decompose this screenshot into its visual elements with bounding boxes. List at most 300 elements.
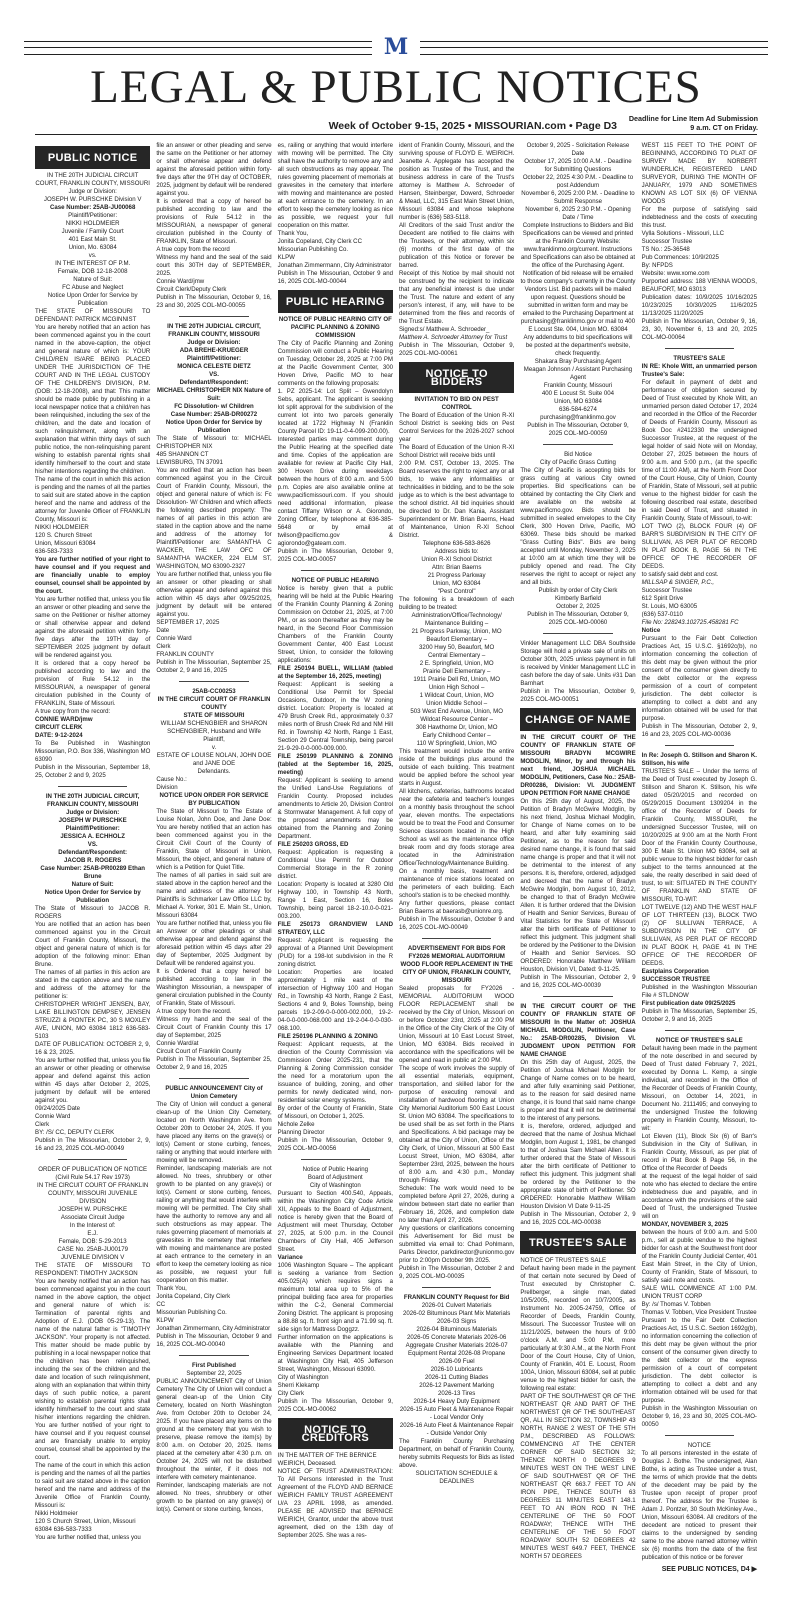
notice-bold-paragraph: SUCCESSOR TRUSTEE [641,976,711,983]
notice-line: By: /s/ Thomas V. Tobben [641,1301,711,1308]
notice-line: By: NFPDS [641,262,673,269]
notice-line: 503 West End Avenue, Union, MO [410,708,503,715]
notice-italic-line: Matthew A. Schroeder Attorney for Trust [398,334,508,341]
notice-paragraph: Publish in The Missourian, September 25, October 2, 9 and 16, 2025 [156,1056,272,1071]
notice-line: Planning Director [277,1129,325,1136]
notice-paragraph: between the hours of 9:00 a.m. and 5:00 p.m., sell at public vendue to the highest bidder for cash at the Southwest front door of the Franklin County Judicial Center, 401 East Main Street, in the City of Union, County of Franklin, State of Missouri, to satisfy said note and costs. [641,1229,757,1284]
notice-paragraph: Publish in The Missourian, October 9, 2025 COL-MO-00062 [277,1398,393,1413]
notice-line: 3200 Hwy 50, Beaufort, MO [419,644,495,651]
notice-line: Division [156,784,178,791]
notice-paragraph: Any further questions, please contact Brian Baerns at baerasb@unionre.org. [398,900,515,915]
notice-bold-paragraph: CONNIE WARD/jmw [35,716,93,723]
notice-paragraph: On this 25th day of August, 2025, the Petition of Joshua Michael Modglin for Change of Name comes on to be heard, and after fully examining said Petitioner, as to the reason for said desired name change, it is found that said name change is proper and that it will not be detrimental to the interest of any persons. [520,1059,636,1122]
notice-paragraph: You are further notified that, unless you file an answer or other pleading and serve the same on the Petitioner or his/her attorney or shall otherwise appear and defend against the aforesaid petition within forty-five days after the 19TH day of SEPTEMBER 2025 judgment by default will be rendered against you. [35,596,151,659]
notice-divider [58,1159,127,1160]
notice-line: Bid Notice [564,451,592,458]
notice-divider [665,348,734,349]
notice-paragraph: You are further notified that, unless you file an Answer or other pleadings or shall otherwise appear and defend against the aforesaid petition within 45 days after 29 day of September, 2025 Judgment by Default will be rendered against you. [156,920,272,967]
notice-line: Address bids to: [434,548,479,555]
notice-line: 2026-09 Fuel [438,1358,475,1365]
notice-heading: TRUSTEE'S SALE [673,355,726,362]
notice-divider [543,633,612,634]
notice-line: Complete Instructions to Bidders and Bid Specifications can be viewed and printed at the Franklin County Website: www.franklinmo.org/current. Instructions and Specifications can also be obtained at the office of the Purchasing Agent. Notification of bid release will be emailed to those company's currently in the County Vendors List. Bid packets will be mailed upon request. Questions should be submitted in written form and may be emailed to the Purchasing Department at purchasing@franklinmo.gov or mail to 400 E Locust Ste. 004, Union MO. 63084 [520,222,636,333]
notice-line: Jonita Copeland, City Clerk CC [277,238,362,245]
notice-line: Nichole Zelke [277,1121,315,1128]
notice-line: 2026-12 Pavement Marking [419,1382,495,1389]
notice-line: Clerk [35,1121,50,1128]
notice-line: Pub Commences: 10/9/2025 [641,254,719,261]
notice-line: SOLICITATION SCHEDULE & DEADLINES [415,1470,498,1485]
notice-paragraph: Any questions or clarifications concerning this Advertisement for Bid must be submitted via email to: Chad Pohlmann, Parks Director, parkdirector@unionmo.gov prior to 2:00pm October 9th 2025. [398,1225,515,1264]
notice-line: (636) 537-0110 [641,611,683,618]
notice-line: City of Pacific Grass Cutting [540,459,616,466]
notice-line: Plaintiff, [203,736,225,743]
notice-paragraph: ident of Franklin County, Missouri, and the surviving spouse of FLOYD E. WEIRICH. Jeanette A. Applegate has accepted the position as Trustee of the Trust, and the business address in care of the Trust's attorney is Matthew A. Schroeder of Hansen, Steinberger, Dowerd, Schroeder & Mead, LLC, 315 East Main Street Union, Missouri 63084 and whose telephone number is (636) 583-5118. [398,142,515,221]
notice-line: Union R-XI School District [421,556,492,563]
notice-line: Judge or Division: [68,188,117,195]
notice-line: IN THE INTEREST OF P.M. [55,260,131,267]
notice-line: Thomas V. Tobben, Vice President Trustee [641,1309,757,1316]
notice-line: A true copy from the record: [35,708,111,715]
notice-bold-paragraph: Notice [641,627,661,634]
notice-paragraph: All Creditors of the said Trust and/or the Decedent are notified to file claims with the Trustees, or their attorney, within six (6) months of the first date of the publication of this Notice or forever be barred. [398,222,515,269]
notice-heading: Defendant/Respondent: [179,379,249,386]
notice-line: Thank You, [156,1285,187,1292]
notice-line: 485 SHANNON CT [156,451,209,458]
notice-line: CASE No. 25AB-JU00179 [57,1246,129,1253]
notice-line: Telephone 636-583-8626 [422,540,491,547]
notice-line: St. Louis, MO 63005 [641,603,698,610]
notice-bold-paragraph: Eastplains Corporation [641,968,709,975]
notice-divider [179,681,248,682]
notice-italic-line: File No: 228243.102725.458281 FC [641,619,739,626]
notice-paragraph: Publish in The Missourian, October 9, 16, 23 and 30, 2025 COL-MO-00055 [156,294,272,309]
notice-line: 120 S. Church Street [35,532,92,539]
notice-line: Nikki Holdmeier [35,1510,78,1517]
notice-italic-line: MILLSAP & SINGER, P.C., [641,579,715,586]
notice-line: ESTATE OF LOUISE NOLAN, JOHN DOE and JANE DOE [156,752,272,767]
notice-bold-paragraph: IN THE CIRCUIT COURT OF THE COUNTY OF FRANKLIN STATE OF MISSOURI In the Matter of: JOSHUA MICHAEL MODGLIN, Petitioner, Case No.: 25AB-DR00285, Division VI. JUDGMENT UPON PETITION FOR NAME CHANGE [520,1003,636,1058]
notice-line: Shakara Bray Purchasing Agent [534,358,622,365]
notice-bold-paragraph: CIRCUIT CLERK [35,724,83,731]
notice-line: A true copy from the record [156,246,230,253]
notice-paragraph: The Board of Education of the Union R-XI School District is seeking bids on Pest Control Services for the 2026-2027 school year [398,412,515,443]
notice-paragraph: Publish in The Missourian, October 9 and 16, 2025 COL-MO-00049 [398,916,515,931]
notice-line: Thank You, [277,230,309,237]
notice-paragraph: Notice is hereby given that a public hearing will be held at the Public Hearing of the Franklin County Planning & Zoning Commission on October 21, 2025, at 7:00 PM., or as soon thereafter as they may be heard, in the Second Floor Commission Chambers of the Franklin County Government Center, 400 East Locust Street, Union, to consider the following applications: [277,585,393,664]
notice-divider [179,1355,248,1356]
page-title: LEGAL & PUBLIC NOTICES [90,61,702,113]
notice-heading: Notice Upon Order for Service by Publication [44,889,141,904]
notice-line: 2026-04 Bituminous Materials [416,1326,497,1333]
notice-line: 2026-05 Concrete Materials 2026-06 Aggregate Crusher Materials 2026-07 Equipment Rental 2026-08 Propane [405,1334,508,1357]
notice-paragraph: THE STATE OF MISSOURI TO RESPONDENT: TIMOTHY JACKSON [35,1262,151,1277]
notice-paragraph: Publish in The Missourian, October 9 and 16, 2025 COL-MO-00044 [277,270,393,285]
notice-line: Defendants. [197,768,231,775]
notice-paragraph: Schedule: The work would need to be completed before April 27, 2026, during a window between start date no earlier than February 16, 2026, and completion date no later than April 27, 2026. [398,1185,515,1224]
notice-line: October 17, 2025 10:00 A.M. - Deadline for Submitting Questions [524,158,632,173]
notice-heading: PUBLIC ANNOUNCEMENT City of Union Cemetery [165,1085,263,1100]
notice-paragraph: 2:00 P.M. CST, October 13, 2025. The Board reserves the right to reject any or all bids, to waive any informalities or technicalities in bidding, and to be the sole judge as to which is the best advantage to the school district. All bid inquiries should be directed to Dr. Dan Kania, Assistant Superintendent or Mr. Brian Baerns, Head of Maintenance, Union R-XI School District. [398,460,515,539]
notice-bold-paragraph: First publication date 09/25/2025 [641,1000,736,1007]
notice-heading: Plaintiff/Petitioner: [186,355,242,362]
notice-line: 400 E Locust St. Suite 004 [541,390,615,397]
notice-paragraph: Reminder, landscaping materials are not allowed. No trees, shrubbery or other growth to be planted on any grave(s) or lot(s). Cement or stone curbing, fences, railing or anything that would interfere with mowing will be permitted. The City shall have the authority to remove any and all such obstructions as may appear. The rules governing placement of memorials at gravesites in the cemetery that interfere with mowing and maintenance are posted at each entrance to the cemetery in an effort to keep the cemetery looking as nice as possible, we request your full cooperation on this matter. [156,1165,272,1284]
notice-line: purchasing@franklinmo.gov [540,414,616,421]
notice-line: Franklin County, Missouri [543,382,613,389]
notice-paragraph: To all persons interested in the estate of Douglas J. Bothe. The undersigned, Alan Bothe, is acting as Trustee under a trust, the terms of which provide that the debts of the decedent may be paid by the Trustee upon receipt of proper proof thereof. The address for the Trustee is Adam J. Pontzer, 30 South McKinley Ave., Union, Missouri 63084. All creditors of the decedent are noticed to present their claims to the undersigned by sending same to the above named attorney within six (6) months from the date of the first publication of this notice or be forever [641,1450,757,1561]
notice-heading: STATE OF MISSOURI [183,712,245,719]
notice-line: Wildcat Resource Center – [420,716,494,723]
notice-paragraph: Location: Property is located at 3280 Old Highway 100, in Township 43 North, Range 1 East, Section 16, Boles Township, being parcel 18-2-10.0-0-021-003.200. [277,881,393,920]
column-3 [278,142,393,1574]
notice-paragraph: Receipt of this Notice by mail should not be construed by the recipient to indicate that any beneficial interest is due under the Trust. The nature and extent of any person's interest, if any, will have to be determined from the files and records of the Trust Estate. [398,270,515,325]
notice-bold-paragraph: FILE 250173 GRANDVIEW LAND STRATEGY, LLC [277,921,393,936]
notice-paragraph: Publish in the Missourian, September 18, 25, October 2 and 9, 2025 [35,764,151,779]
notice-paragraph: Publish in The Missourian, October 9 and 16, 2025 COL-MO-00040 [156,1333,272,1348]
section-banner: CHANGE OF NAME [520,708,635,731]
notice-paragraph: Publish in The Missourian, October 2 and 9, 2025 COL-MO-00035 [398,1265,515,1280]
masthead-rule-right [420,41,768,55]
notice-line: Successor Trustee [641,587,693,594]
notice-paragraph: The City of Pacific is accepting bids for grass cutting at various City owned properties. Bid specifications can be obtained by contacting the City Clerk and are available on the website at www.pacificmo.gov. Bids should be submitted in sealed envelopes to the City Clerk, 300 Hoven Drive, Pacific, MO 63069. These bids should be marked "Grass Cutting Bids". Bids are being accepted until Monday, November 3, 2025 at 10:00 am at which time they will be publicly opened and read. The City reserves the right to accept or reject any and all bids. [520,467,636,586]
notice-line: Kimberly Barfield [554,595,601,602]
notice-paragraph: You are further notified that, unless you file an answer or other pleading or otherwise appear and defend against this action within 45 days after October 2, 2025, judgment by default will be entered against you. [35,1057,151,1104]
notice-paragraph: The name of the court in which this action is pending and the names of all the parties to said suit are stated above in the caption hereof and the name and address of the Juvenile Office of Franklin County, Missouri is: [35,1462,151,1509]
notice-bold-paragraph: IN RE: Khole Witt, an unmarried person Trustee's Sale: [641,363,757,378]
notice-paragraph: Publish in The Missourian, October 9, 2025 COL-MO-00061 [398,342,515,357]
notice-line: City of Washington [309,1182,361,1189]
notice-columns [35,142,757,1574]
notice-paragraph: Reminder, landscaping materials are not allowed. No trees, shrubbery or other growth to be planted on any grave(s) or lot(s). Cement or stone curbing, fences, [156,1482,272,1513]
notice-line: IN THE MATTER OF THE BERNICE WEIRICH, Deceased. [277,1452,377,1467]
column-5 [520,142,635,1574]
notice-line: KLPW [156,1317,174,1324]
notice-line: Associate Circuit Judge [60,1214,125,1221]
notice-paragraph: By order of the County of Franklin, State of Missouri, on October 1, 2025. [277,1105,393,1120]
notice-line: Cause No.: [156,776,187,783]
notice-paragraph: The following is a breakdown of each building to be treated: [398,596,515,611]
notice-paragraph: Publish in The Missourian, September 25, October 2, 9 and 16, 2025 [641,1008,757,1023]
notice-line: October 22, 2025 4:30 P.M. - Deadline to post Addendum [522,174,634,189]
notice-heading: JESSICA A. ECHHOLZ [60,833,125,840]
notice-line: Connie Ward [35,1113,71,1120]
notice-divider [179,1078,248,1079]
notice-paragraph: Witness my hand and the seal of the said court this 30TH day of SEPTEMBER, 2025. [156,254,272,277]
notice-line: Union Middle School – [426,700,488,707]
notice-line: 2026-15 Auto Fleet & Maintenance Repair - Local Vendor Only [399,1406,514,1421]
notice-line: KLPW [277,254,295,261]
notice-bold-paragraph: In Re: Joseph G. Stillson and Sharon K. Stillson, his wife [641,752,757,767]
notice-paragraph: You are hereby notified that an action has been commenced against you in the court named in the above caption, the object and general nature of which is: Termination of parental rights and Adoption of E.J. (DOB 05-29-13). The name of the natural father is "TIMOTHY JACKSON". Your property is not affected. This matter should be made public by publishing in a local newspaper notice that the child/ren has been relinquished, including the sex of the children and the date and location of such relinquishment, along with an explanation that within thirty days of such public notice, a parent wishing to establish parental rights shall identify him/herself to the court and state his/her intentions regarding the children. You are further notified of your right to have counsel and if you request counsel and are financially unable to employ counsel, counsel shall be appointed by the court. [35,1278,151,1461]
notice-line: LEWISBURG, TN 37091 [156,459,223,466]
notice-paragraph: Request: Applicant is requesting the approval of a Planned Unit Development (PUD) for a 198-lot subdivision in the R zoning district. [277,937,393,968]
notice-paragraph: Default having been made in the payment of the note described in and secured by Deed of Trust dated February 7, 2021, executed by Donna L. Kemp, a single individual, and recorded in the Office of the Recorder of Deeds of Franklin County, Missouri, on October 14, 2021, in Document No. 2111495; and conveying to the undersigned Trustee the following property in Franklin County, Missouri, to-wit: [641,1045,757,1132]
notice-heading: Judge or Division: [66,809,120,816]
masthead-rule-left [24,41,372,55]
notice-paragraph: Witness my hand and the seal of the Circuit Court of Franklin County this 17 day of September, 2025 [156,1016,272,1039]
notice-paragraph: For the purpose of satisfying said indebtedness and the costs of executing this trust. [641,206,757,229]
notice-line: to satisfy said debt and cost. [641,571,719,578]
notice-paragraph: Publish in the Washington Missourian on October 9, 16, 23 and 30, 2025 COL-MO-00050 [641,1405,757,1428]
notice-paragraph: You are notified that an action has been commenced against you in the Circuit Court of Franklin County, Missouri, the object and general nature of which is for adoption of the following minor: Ethan Brune. [35,921,151,968]
notice-line: Union, Missouri 63084 [35,540,96,547]
notice-line: Connie Ward/jmw [156,278,205,285]
notice-bold-paragraph: FILE 250196 PLANNING & ZONING [277,1033,378,1040]
notice-paragraph: Pursuant to Section 400.540, Appeals, within the Washington City Code Article XII, Appeals to the Board of Adjustment, notice is hereby given that the Board of Adjustment will meet Thursday, October 27, 2025, at 5:00 p.m. in the Council Chambers of City Hall, 405 Jefferson Street. [277,1190,393,1253]
notice-heading: FRANKLIN COUNTY Request for Bid [403,1294,510,1301]
notice-divider [665,1435,734,1436]
notice-line: October 9, 2025 - Solicitation Release Date [526,142,630,157]
notice-line: Plaintiff/Petitioner: [68,212,118,219]
notice-heading: IN THE 20TH JUDICIAL CIRCUIT, FRANKLIN COUNTY, MISSOURI [45,793,140,808]
notice-line: Meagan Johnson / Assistant Purchasing Agent [523,366,633,381]
notice-paragraph: Publish in The Missourian, October 9, 2025 COL-MO-00057 [277,548,393,563]
notice-line: ORDER OF PUBLICATION OF NOTICE (Civil Rule 54.17 Rev 1973) [38,1166,148,1181]
issue-info: Week of October 9-15, 2025 • MISSOURIAN.com • Page D3 [328,120,617,132]
notice-paragraph: It is ordered that a copy hereof be published according to law and the provision of Rule 54.12 in the MISSOURIAN, a newspaper of general circulation published in the County of FRANKLIN, State of Missouri. [35,660,151,707]
notice-paragraph: SALE WILL COMMENCE AT 1:00 P.M. UNION TRUST CORP [641,1285,757,1300]
notice-line: Administration/Office/Technology/ Maintenance Building – [411,612,502,627]
notice-line: Notice Upon Order for Service by Publication [47,292,138,307]
notice-paragraph: Request: Applicant is seeking a Conditional Use Permit for Special Occasions, Outdoor, in the W zoning district. Location: Property is located at 479 Brush Creek Rd., approximately 0.37 miles north of Brush Creek Rd and NM Hill Rd. in Township 42 North, Range 1 East, Section 29 Central Township, being parcel 21-9-29-0-0-000-009.000. [277,681,393,752]
notice-paragraph: Published in the Washington Missourian File # STLDNOW [641,984,757,999]
notice-paragraph: PUBLIC ANNOUNCEMENT City of Union Cemetery The City of Union will conduct a general clean-up of the Union City Cemetery, located on North Washington Ave. from October 20th to October 24, 2025. If you have placed any items on the ground at the cemetery that you wish to preserve, please remove the item(s) by 8:00 a.m. on October 20, 2025. Items placed at the cemetery after 4:30 p.m. on October 24, 2025 will not be disturbed throughout the winter, if it does not interfere with cemetery maintenance. [156,1378,272,1481]
notice-line: Female, DOB 12-18-2008 [57,268,128,275]
notice-line: Prairie Dell Elementary – [422,668,491,675]
notice-paragraph: TRUSTEE'S SALE – Under the terms of the Deed of Trust executed by Joseph G. Stillson and Sharon K. Stillson, his wife dated 05/20/2015 and recorded on 05/29/2015 Document 1309204 in the office of the Recorder of Deeds for Franklin County, MISSOURI, the undersigned Successor Trustee, will on 10/20/2025 at 9:00 am at the North Front Door of the Franklin County Courthouse, 300 E Main St. Union MO 63084, sell at public venue to the highest bidder for cash subject to the terms announced at the sale, the realty described in said deed of trust, to wit: SITUATED IN THE COUNTY OF FRANKLIN AND STATE OF MISSOURI, TO-WIT: [641,768,757,903]
notice-heading: Defendant/Respondent: [58,849,128,856]
notice-line: 2026-01 Culvert Materials [421,1302,492,1309]
notice-line: IN THE 20TH JUDICIAL CIRCUIT COURT, FRANKLIN COUNTY, MISSOURI [35,172,150,187]
notice-paragraph: Publication dates: 10/9/2025 10/16/2025 10/23/2025 10/30/2025 11/6/2025 11/13/2025 11/20/2025 [641,294,757,317]
notice-line: City of Washington [277,1374,329,1381]
notice-line: 2026-10 Lubricants [430,1366,483,1373]
notice-paragraph: NOTICE OF TRUST ADMINISTRATION: To All Persons Interested in the Trust Agreement of the FLOYD AND BERNICE WEIRICH FAMILY TRUST AGREEMENT U/A 23 APRIL 1998, as amended. PLEASE BE ADVISED that BERNICE WEIRICH, Grantor, under the above trust agreement, died on the 13th day of September 2025. She was a res- [277,1468,393,1539]
notice-line: BY: /S/ CC, DEPUTY CLERK [35,1129,115,1136]
notice-bold-paragraph: FILE 250203 GROSS, ED [277,841,349,848]
notice-paragraph: The Franklin County Purchasing Department, on behalf of Franklin County, hereby submits Requests for Bids as listed above. [398,1438,515,1469]
notice-paragraph: PART OF THE SOUTHWEST QR OF THE NORTHEAST QR AND PART OF THE NORTHWEST QR OF THE SOUTHEAST QR, ALL IN SECTION 32, TOWNSHIP 43 NORTH, RANGE 2 WEST OF THE 5TH P.M., DESCRIBED AS FOLLOWS: COMMENCING AT THE CENTER CORNER OF SAID SECTION 32; THENCE NORTH 0 DEGREES 9 MINUTES WEST ON THE WEST LINE OF SAID SOUTHWEST QR OF THE NORTHEAST QR 663.7 FEET TO AN IRON PIPE, THENCE SOUTH 63 DEGREES 11 MINUTES EAST 148.1 FEET TO AN IRON ROD IN THE CENTERLINE OF THE 50 FOOT ROADWAY; THENCE WITH THE CENTERLINE OF THE 50 FOOT ROADWAY SOUTH 52 DEGREES 42 MINUTES WEST 649.7 FEET, THENCE NORTH 57 DEGREES [520,1393,636,1560]
notice-heading: IN THE 20TH JUDICIAL CIRCUIT, FRANKLIN COUNTY, MISSOURI [167,323,261,338]
notice-divider [58,786,127,787]
notice-paragraph: Further information on the applications is available with the Planning and Engineering Services Department located at Washington City Hall, 405 Jefferson Street, Washington, Missouri 63090. [277,1334,393,1373]
notice-line: Connie Ward/at [156,1040,199,1047]
notice-line: 120 S Church Street, Union, Missouri 63084 636-583-7333 [35,1518,136,1533]
notice-line: 2026-02 Bituminous Plant Mix Materials [402,1310,511,1317]
notice-paragraph: 1. PZ 2025-14: Lot Split – Gwendolyn Sebs, applicant. The applicant is seeking lot split approval for the subdivision of the current lot into two parcels generally located at 1722 Highway N (Franklin County Parcel ID: 19-11-0-4-099-200.00). [277,388,393,435]
notice-paragraph: On this 25th day of August, 2025, the Petition of Bradyn McGwire Modglin, by his next friend, Joshua Michael Modglin, for Change of Name comes on to be heard, and after fully examining said Petitioner, as to the reason for said desired name change, it is found that said name change is proper and that it will not be detrimental to the interest of any persons. It is, therefore, ordered, adjudged and decreed that the name of Bradyn McGwire Modglin, born August 10, 2012, be changed to that of Bradyn McGwire Allen. It is further ordered that the Division of Health and Senior Services, Bureau of Vital Statistics for the State of Missouri alter the birth certificate of Petitioner to reflect this judgment. This judgment shall be ordered by the Petitioner to the Division of Health and Senior Services. SO ORDERED: Honorable Matthew William Houston, Division VI, Dated: 9-11-25. [520,798,636,973]
notice-line: Signed:s/ Matthew A. Schroeder_ [398,326,490,333]
notice-line: Publish by order of City Clerk [538,587,618,594]
section-banner: TRUSTEE'S SALE [520,1231,635,1254]
notice-paragraph: Publish in The Missourian, September 25, October 2, 9 and 16, 2025 [156,659,272,674]
notice-line: November 6, 2025 2:00 P.M. - Deadline to Submit Response [521,190,635,205]
notice-line: Vylla Solutions - Missouri, LLC [641,230,725,237]
notice-line: WILLIAM SCHENGBIER and SHARON SCHENGBIER, Husband and Wife [160,720,268,735]
continued-link[interactable]: SEE PUBLIC NOTICES, D4 ▶ [661,1566,757,1573]
notice-line: Circuit Clerk/Deputy Clerk [156,286,227,293]
notice-line: 636-583-7333 [35,548,73,555]
notice-divider [301,570,370,571]
notice-line: 2026-16 Auto Fleet & Maintenance Repair - Outside Vendor Only [399,1422,514,1437]
notice-bold-paragraph: Variance [277,1254,303,1261]
notice-paragraph: You are hereby notified that an action has been commenced against you in the court named in the above-caption, the object and general nature of which is: YOUR CHILD/REN IS/ARE BEING PLACED UNDER THE JURISDICTION OF THE COURT AND IN THE LEGAL CUSTODY OF THE CHILDREN'S DIVISION, P.M. (DOB: 12-18-2008), and that: This matter should be made public by publishing in a local newspaper notice that a child/ren has been relinquished, including the sex of the child/ren, and the date and location of such relinquishment, along with an explanation that within thirty days of such public notice, the non-relinquishing parent wishing to establish parental rights shall identify him/herself to the court and state his/her intentions regarding the child/ren. [35,324,151,475]
notice-line: 110 W Springfield, Union, MO [416,740,497,747]
notice-paragraph: The State of Missouri to The Estate of Louise Nolan, John Doe, and Jane Doe: You are hereby notified that an action has been commenced against you in the Circuit Civil Court of the County of Franklin, State of Missouri in Union, Missouri, the object, and general nature of which is a Petition for Quiet Title. [156,808,272,871]
notice-paragraph: For default in payment of debt and performance of obligation secured by Deed of Trust executed by Khole Witt, an unmarried person dated October 17, 2024 and recorded in the Office of the Recorder of Deeds of Franklin County, Missouri as Book Doc #2412330 the undersigned Successor Trustee, at the request of the legal holder of said Note will on Monday, October 27, 2025 between the hours of 9:00 a.m. and 5:00 p.m., (at the specific time of 11:00 AM), at the North Front Door of the Court House, City of Union, County of Franklin, State of Missouri, sell at public venue to the highest bidder for cash the following described real estate, described in said Deed of Trust, and situated in Franklin County, State of Missouri, to-wit: [641,379,757,522]
notice-paragraph: Request: Application is requesting a Conditional Use Permit for Outdoor Commercial Storage in the R zoning district. [277,849,393,880]
notice-heading: ADVERTISEMENT FOR BIDS FOR FY2026 MEMORIAL AUDITORIUM WOOD FLOOR REPLACEMENT IN THE CITY OF UNION, FRANKLIN COUNTY, MISSOURI [400,945,513,984]
notice-paragraph: Interested parties may comment during the Public Hearing at the specified date and time. Copies of the application are available for review at Pacific City Hall, 300 Hoven Drive during weekdays between the hours of 8:00 a.m. and 5:00 p.m. Copies are also available online at www.pacificmissouri.com. If you should need additional information, please contact Tiffany Wilson or A. Giorondo, Zoning Officer, by telephone at 636-385-5648 or by email at twilson@pacificmo.gov & agiorondo@gateam.com. [277,436,393,547]
notice-paragraph: On a monthly basis, treatment and maintenance of mice stations located on the perimeters of each building. Each school's station is to be checked monthly. [398,868,515,899]
notice-paragraph: Publish in The Missourian, October 2, 9, 16 and 23, 2025 COL-MO-00036 [641,723,757,738]
notice-paragraph: It is ordered that a copy of hereof be published according to law and the provisions of Rule 54.12 in the MISSOURIAN, a newspaper of general circulation published in the County of FRANKLIN, State of Missouri. [156,198,272,245]
notice-line: SEPTEMBER 17, 2025 [156,619,220,626]
notice-paragraph: The Board of Education of the Union R-XI School District will receive bids until [398,444,515,459]
deadline-line-1: Deadline for Line Item Ad Submission [628,114,758,123]
notice-line: 1 Wildcat Court, Union, MO [419,692,494,699]
notice-paragraph: at the request of the legal holder of said note who has elected to declare the entire indebtedness due and payable, and in accordance with the provisions of the said Deed of Trust, the undersigned Trustee will on [641,1173,757,1220]
notice-divider [422,1287,491,1288]
notice-paragraph: The City of Pacific Planning and Zoning Commission will conduct a Public Hearing on Tuesday, October 28, 2025 at 7:00 PM at the Pacific Government Center, 300 Hoven Drive, Pacific MO to hear comments on the following proposals: [277,340,393,387]
notice-line: CC [156,1301,166,1308]
notice-line: November 6, 2025 2:30 P.M. - Opening Date / Time [525,206,631,221]
notice-paragraph: WEST 115 FEET TO THE POINT OF BEGINNING, ACCORDING TO PLAT OF SURVEY MADE BY NORBERT WUNDERLICH, REGISTERED LAND SURVEYOR, DURING THE MONTH OF JANUARY, 1979 AND SOMETIMES KNOWN AS LOT SIX (6) OF VIENNA WOODS [641,142,757,205]
notice-bold-paragraph: FILE 250194 BUELL, WILLIAM (tabled at the September 16, 2025, meeting) [277,665,393,680]
notice-line: NIKKI HOLDMEIER [65,220,120,227]
notice-divider [665,745,734,746]
notice-line: 21 Progress Parkway [427,572,486,579]
notice-line: TS No.: 25-36548 [641,246,690,253]
notice-divider [301,1159,370,1160]
notice-divider [179,316,248,317]
notice-line: Notice of Public Hearing [302,1166,368,1173]
notice-line: Union High School – [428,684,485,691]
notice-line: NOTICE OF TRUSTEE'S SALE [520,1257,607,1264]
notice-paragraph: The names of all parties in said suit are stated above in the caption hereof and the name and address of the attorney for Plaintiffs is Schmarker Law Office LLC by, Michael A. Yorker, 301 E. Main St., Union, Missouri 63084 [156,872,272,919]
notice-paragraph: LOT TWO (2), BLOCK FOUR (4) OF BARR'S SUBDIVISION IN THE CITY OF SULLIVAN, AS PER PLAT OF RECORD IN PLAT BOOK B, PAGE 56 IN THE OFFICE OF THE RECORDER OF DEEDS. [641,523,757,570]
notice-line: 308 Hawthorne Dr, Union, MO [415,724,498,731]
notice-line: City Clerk [277,1390,305,1397]
notice-paragraph: The scope of work involves the supply of all essential materials, equipment, transportation, and skilled labor for the purpose of executing removal and installation of hardwood flooring at Union City Memorial Auditorium 500 East Locust St. Union MO 63084. The specifications to be used shall be as set forth in the Plans and Specifications. A bid package may be obtained at the City of Union, Office of the City Clerk, of Union, Missouri at 500 East Locust Street, Union, MO 63084, after September 23rd, 2025, between the hours of 8:00 a.m. and 4:30 p.m., Monday through Friday. [398,1065,515,1184]
notice-paragraph: THE STATE OF MISSOURI TO DEFENDANT: PATRICK MCGINNIST [35,308,151,323]
notice-line: "Pest Control" [437,588,476,595]
notice-line: vs. [88,252,97,259]
notice-bold-paragraph: FILE 250199 PLANNING & ZONING (tabled at the September 16, 2025, meeting) [277,753,393,776]
notice-line: September 22, 2025 [186,1370,242,1377]
notice-line: Beaufort Elementary – [426,636,487,643]
notice-line: Nature of Suit: [73,276,113,283]
notice-divider [665,1030,734,1031]
notice-paragraph: Vinkler Management LLC DBA Southside Storage will hold a private sale of units on October 30th, 2025 unless payment in full is received by Vinkler Management LLC in cash before the day of sale. Units #31 Dan Barnhart [520,640,636,687]
notice-line: 636-584-6274 [559,406,597,413]
notice-paragraph: You are further notified that, unless you file an answer or other pleading or shall otherwise appear and defend against this action within 45 days after 09/25/2025, judgment by default will be entered against you. [156,571,272,618]
notice-line: Sherri Klekamp [277,1382,320,1389]
notice-line: 2026-14 Heavy Duty Equipment [413,1398,500,1405]
notice-line: Date [156,627,170,634]
notice-heading: JOSEPH W PURSCHKE [58,817,127,824]
notice-paragraph: file an answer or other pleading and serve the same on the Petitioner or her attorney or shall otherwise appear and defend against the aforesaid petition within forty-five days after the 9TH day of OCTOBER, 2025, judgment by default will be rendered against you. [156,142,272,197]
column-6 [642,142,757,1574]
notice-heading: FC Dissolution- w/ Children [174,403,254,410]
notice-line: Connie Ward [156,635,192,642]
notice-line: Missourian Publishing Co. [156,1309,227,1316]
notice-line: Successor Trustee [641,238,693,245]
notice-paragraph: The State of Missouri to JACOB R. ROGERS [35,905,151,920]
notice-paragraph: Default having been made in the payment of that certain note secured by Deed of Trust executed by Christopher C. Prellberger, a single man, dated 10/5/2005, recorded on 10/7/2005, as Instrument No. 2005-24759, Office of Recorder of Deeds, Franklin County, Missouri. The Successor Trustee will on 11/21/2025, between the hours of 9:00 o'clock A.M. and 5:00 P.M. more particularly at 9:30 A.M., at the North Front Door of the Court House, City of Union, County of Franklin, 401 E. Locust, Room 100A, Union, Missouri 63084, sell at public venue to the highest bidder for cash, the following real estate: [520,1265,636,1392]
notice-paragraph: Publish in The Missourian, October 2, 9 and 16, 2025 COL-MO-00039 [520,974,636,989]
notice-paragraph: The names of all parties in this action are stated in the caption above and the name and address of the attorney for the petitioner is: [35,969,151,1000]
notice-heading: Judge or Division: [187,339,241,346]
notice-line: Attn: Brian Baerns [431,564,482,571]
notice-paragraph: Publish in The Missourian, October 2, 9 and 16, 2025 COL-MO-00038 [520,1211,636,1226]
notice-line: Juvenile / Family Court [61,228,124,235]
notice-heading: Case Number: 25AB-JU00068 [49,204,136,211]
notice-heading: VS. [87,841,98,848]
notice-paragraph: You are notified that an action has been commenced against you in the Circuit Court of Franklin County, Missouri, the object and general nature of which is: Fc Dissolution- W/ Children and which affects the following described property: The names of all parties in this action are stated in the caption above and the name and address of the attorney for Plaintiff/Petitioner are: SAMANTHA C WACKER, THE LAW OFC OF SAMANTHA WACKER, 224 ELM ST, WASHINGTON, MO 63090-2327 [156,467,272,570]
notice-paragraph: Publish in The Missourian, October 2, 9, 16 and 23, 2025 COL-MO-00049 [35,1137,151,1152]
notice-line: JUVENILE DIVISION V [61,1254,125,1261]
notice-paragraph: To Be Published in Washington Missourian, P.O. Box 336, Washington MO 63090 [35,740,151,763]
header-divider [35,134,757,135]
notice-line: Union, MO 63084 [432,580,481,587]
notice-line: Any addendums to bid specifications will be posted at the department's website, check frequently. [523,334,633,357]
notice-line: Website: www.xome.com [641,270,710,277]
notice-heading: JACOB R. ROGERS [64,857,122,864]
notice-heading: Plaintiff/Petitioner: [65,825,120,832]
notice-paragraph: Publish in The Missourian, October 9, 2025 COL-MO-00056 [277,1137,393,1152]
notice-bold-paragraph: DATE: 9-12-2024 [35,732,83,739]
notice-line: Female, DOB: 5-29-2013 [58,1238,127,1245]
notice-paragraph: 1006 Washington Square – The applicant is seeking a variance from Section 405.025(A) which requires signs a maximum total area up to 5% of the principal building face area for properties within the C-2, General Commercial Zoning District. The applicant is proposing a 88.88 sq. ft. front sign and a 71.99 sq. ft. side sign for Mattress Doggzz. [277,1262,393,1333]
notice-heading: VS. [209,371,219,378]
notice-line: NIKKI HOLDMEIER [35,524,89,531]
notice-heading: Case Number: 25AB-DR00272 [170,411,258,418]
notice-heading: NOTICE OF PUBLIC HEARING CITY OF PACIFIC PLANNING & ZONING COMMISSION [278,316,392,339]
notice-line: JOSEPH W. PURSCHKE Division V [43,196,142,203]
notice-line: Jonathan Zimmermann, City Administrator [277,262,392,269]
notice-heading: Notice Upon Order for Service by Publication [165,419,263,434]
notice-line: FRANKLIN COUNTY [156,651,214,658]
section-banner: NOTICE TO BIDDERS [399,362,514,393]
notice-line: Union, MO 63084 [554,398,602,405]
notice-heading: ADA BREHE-KRUEGER [179,347,249,354]
notice-bold-paragraph: MONDAY, NOVEMBER 3, 2025 [641,1221,729,1228]
notice-line: 2026-03 Signs [436,1318,477,1325]
notice-line: 2 E. Springfield, Union, MO [419,660,494,667]
notice-line: Publish in The Missourian, October 9, 2025 COL-MO-00060 [527,611,629,626]
notice-line: Union, Mo. 63084 [68,244,117,251]
notice-paragraph: Pursuant to the Fair Debt Collection Practices Act, 15 U.S.C. §1692c(b), no information concerning the collection of this debt may be given without the prior consent of the consumer given directly to the debt collector or the express permission of a court of competent jurisdiction. The debt collector is attempting to collect a debt and any information obtained will be used for that purpose. [641,635,757,722]
missourian-logo: M [383,34,409,60]
notice-divider [543,444,612,445]
notice-paragraph: Pursuant to the Fair Debt Collection Practices Act, 15 U.S.C. Section 1692g(b), no information concerning the collection of this debt may be given without the prior consent of the consumer given directly to the debt collector or the express permission of a court of competent jurisdiction. The debt collector is attempting to collect a debt and any information obtained will be used for that purpose. [641,1317,757,1404]
notice-line: IN THE CIRCUIT COURT OF FRANKLIN COUNTY, MISSOURI JUVENILE DIVISION [37,1182,149,1205]
notice-paragraph: Publish in The Missourian, October 9, 2025 COL-MO-00051 [520,688,636,703]
notice-bold-paragraph: You are further notified of your right to have counsel and if you request and are financially unable to employ counsel, counsel shall be appointed by the court. [35,556,151,595]
notice-heading: NOTICE UPON ORDER FOR SERVICE BY PUBLICATION [159,792,269,807]
section-banner: PUBLIC HEARING [278,290,393,313]
notice-heading: MICHAEL CHRISTOPHER NIX Nature of Suit: [157,387,271,402]
notice-paragraph: Location: Properties are located approximately 1 mile east of the intersection of Highway 100 and Hogan Rd., in Township 43 North, Range 2 East, Sections 4 and 9, Boles Township, being parcels 19-2-09-0-0-000-002.000, 19-2-04-0-0-000-068.000 and 19-2-04-0-0-030-068.100. [277,969,393,1032]
notice-line: October 2, 2025 [556,603,600,610]
notice-line: Publish in The Missourian, October 9, 2025 COL-MO-00059 [527,422,629,437]
notice-paragraph: Request: Applicant requests, at the direction of the County Commission via Commission Order 2025-231, that the Planning & Zoning Commission consider the need for a moratorium upon the issuance of building, zoning, and other permits for newly dedicated wind, non-residential solar energy systems. [277,1041,393,1104]
notice-line: In the Interest of: [69,1222,116,1229]
deadline-line-2: 9 a.m. CT on Friday. [690,123,758,132]
notice-heading: Nature of Suit: [71,881,114,888]
